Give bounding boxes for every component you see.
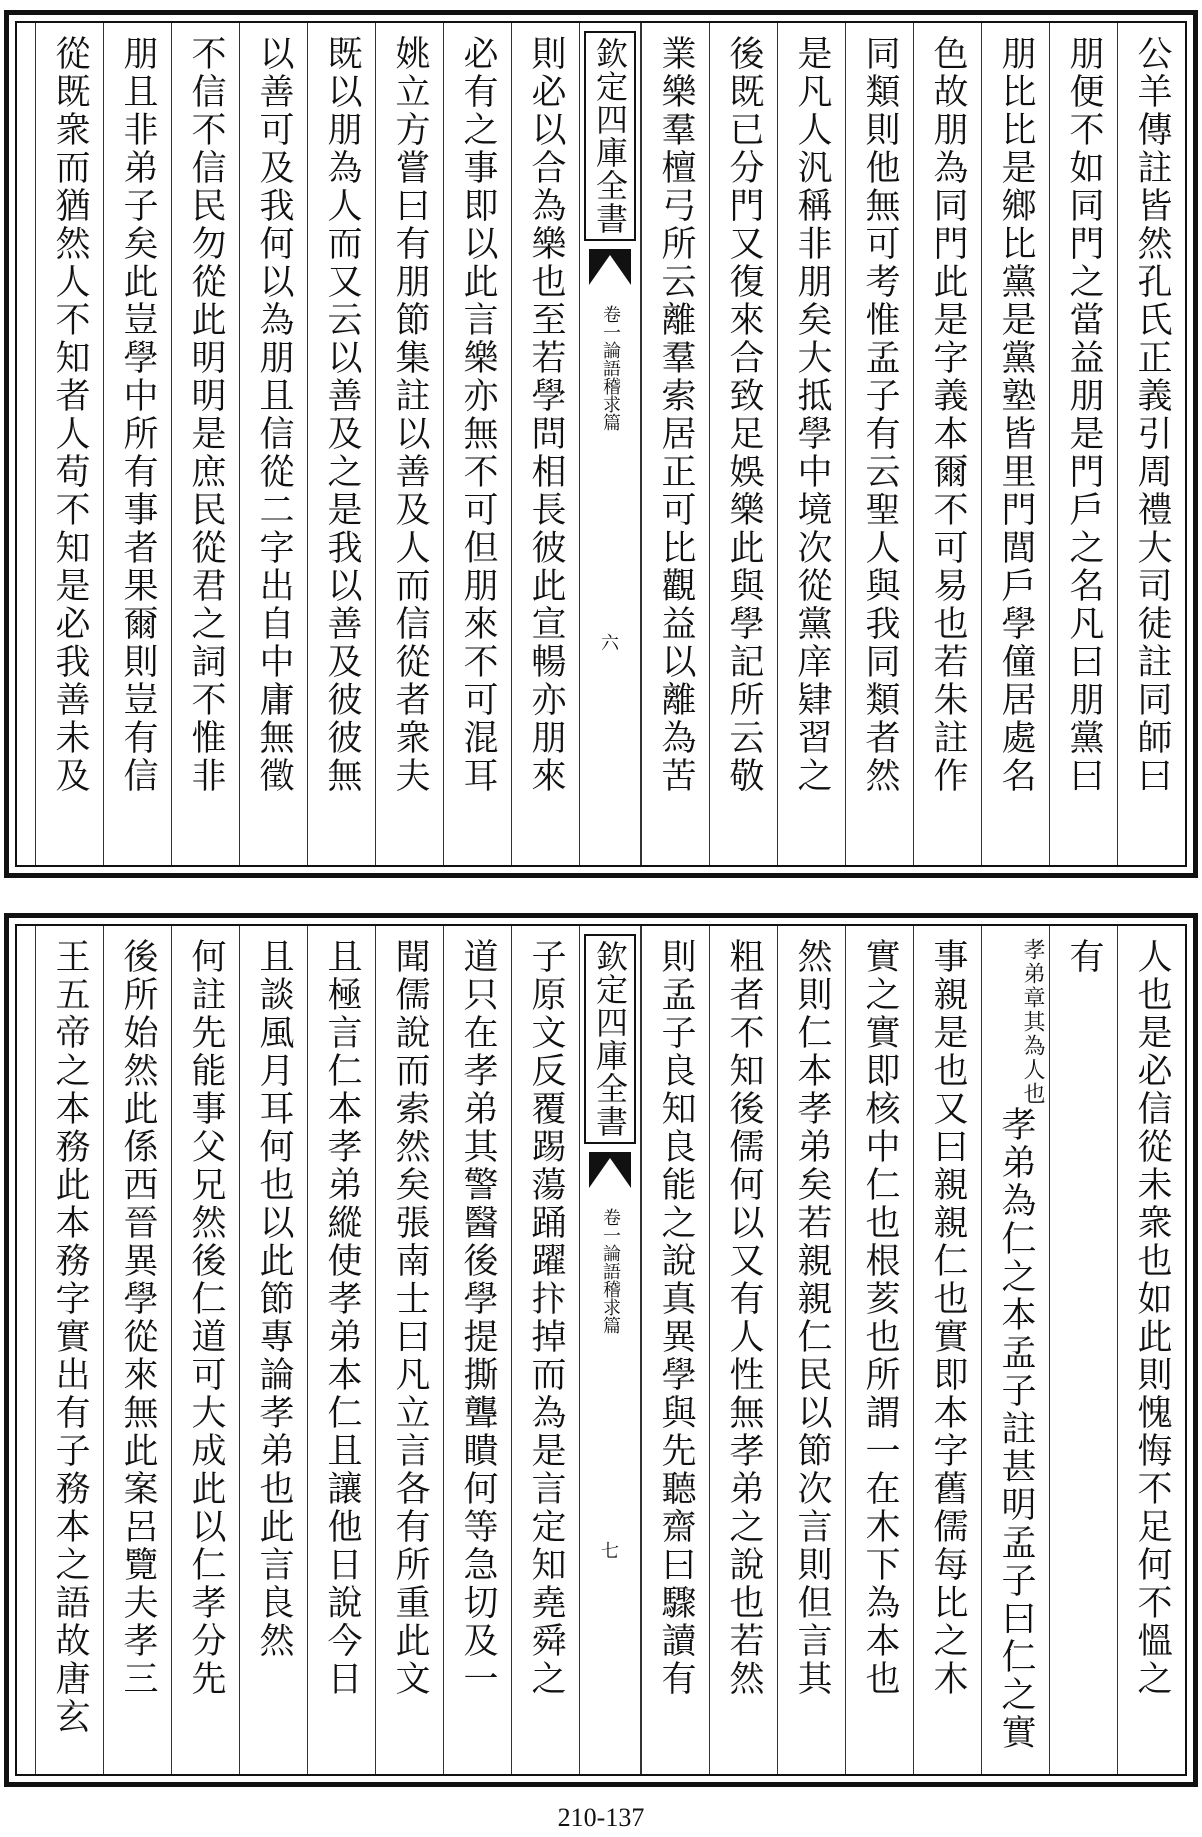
volume-number: 卷一 xyxy=(600,1208,621,1244)
text-column: 事親是也又曰親親仁也實即本字舊儒每比之木 xyxy=(913,926,981,1774)
text-column: 朋便不如同門之當益朋是門戶之名凡曰朋黨曰 xyxy=(1049,23,1117,865)
bottom-page-text-frame xyxy=(15,924,1187,1776)
text-column: 是凡人汎稱非朋矣大抵學中境次從黨庠肄習之 xyxy=(777,23,845,865)
text-column: 同類則他無可考惟孟子有云聖人與我同類者然 xyxy=(845,23,913,865)
book-title xyxy=(599,1208,621,1334)
text-column: 且談風月耳何也以此節專論孝弟也此言良然 xyxy=(239,926,307,1774)
chapter-heading-column xyxy=(981,926,1049,1774)
text-column: 子原文反覆踢蕩踊躍抃掉而為是言定知堯舜之 xyxy=(511,926,579,1774)
volume-number: 卷一 xyxy=(600,305,621,341)
text-column: 姚立方嘗曰有朋節集註以善及人而信從者衆夫 xyxy=(375,23,443,865)
text-column: 朋比比是鄉比黨是黨塾皆里門閭戶學僮居處名 xyxy=(981,23,1049,865)
text-column: 後既已分門又復來合致足娛樂此與學記所云敬 xyxy=(709,23,777,865)
text-column: 道只在孝弟其警醫後學提撕聾瞶何等急切及一 xyxy=(443,926,511,1774)
series-title: 欽定四庫全書 xyxy=(584,31,636,241)
page-number: 七 xyxy=(601,1540,619,1562)
text-column: 有 xyxy=(1049,926,1117,1774)
text-column: 孝弟為仁之本孟子註甚明孟子曰仁之實 xyxy=(996,1106,1036,1752)
text-column: 朋且非弟子矣此豈學中所有事者果爾則豈有信 xyxy=(103,23,171,865)
fish-tail-mark-icon xyxy=(587,1150,633,1190)
text-column: 王五帝之本務此本務字實出有子務本之語故唐玄 xyxy=(35,926,103,1774)
text-column: 且極言仁本孝弟縱使孝弟本仁且讓他日說今日 xyxy=(307,926,375,1774)
book-name: 論語稽求篇 xyxy=(600,1244,621,1334)
text-column: 則必以合為樂也至若學問相長彼此宣暢亦朋來 xyxy=(511,23,579,865)
text-column: 聞儒說而索然矣張南士曰凡立言各有所重此文 xyxy=(375,926,443,1774)
book-title xyxy=(599,305,621,431)
series-title: 欽定四庫全書 xyxy=(584,934,636,1144)
text-column: 業樂羣檀弓所云離羣索居正可比觀益以離為苦 xyxy=(641,23,709,865)
text-column: 後所始然此係西晉異學從來無此案呂覽夫孝三 xyxy=(103,926,171,1774)
book-name: 論語稽求篇 xyxy=(600,341,621,431)
scan-page-number: 210-137 xyxy=(557,1803,645,1832)
center-fold xyxy=(579,23,641,865)
text-column: 必有之事即以此言樂亦無不可但朋來不可混耳 xyxy=(443,23,511,865)
text-column: 色故朋為同門此是字義本爾不可易也若朱註作 xyxy=(913,23,981,865)
chapter-note xyxy=(982,938,1049,1106)
text-column: 公羊傳註皆然孔氏正義引周禮大司徒註同師曰 xyxy=(1117,23,1185,865)
top-page xyxy=(4,10,1198,878)
text-column: 粗者不知後儒何以又有人性無孝弟之說也若然 xyxy=(709,926,777,1774)
chapter-note-line: 其為人也 xyxy=(1020,1010,1045,1106)
text-column: 則孟子良知良能之說真異學與先聽齋曰驟讀有 xyxy=(641,926,709,1774)
text-column: 實之實即核中仁也根荄也所謂一在木下為本也 xyxy=(845,926,913,1774)
center-fold xyxy=(579,926,641,1774)
text-column: 既以朋為人而又云以善及之是我以善及彼彼無 xyxy=(307,23,375,865)
text-column: 何註先能事父兄然後仁道可大成此以仁孝分先 xyxy=(171,926,239,1774)
fish-tail-mark-icon xyxy=(587,247,633,287)
text-column: 然則仁本孝弟矣若親親仁民以節次言則但言其 xyxy=(777,926,845,1774)
page-number: 六 xyxy=(601,633,619,655)
text-column: 以善可及我何以為朋且信從二字出自中庸無徵 xyxy=(239,23,307,865)
top-page-text-frame xyxy=(15,21,1187,867)
text-column: 不信不信民勿從此明明是庶民從君之詞不惟非 xyxy=(171,23,239,865)
chapter-note-line: 孝弟章 xyxy=(1020,938,1045,1010)
text-column: 從既衆而猶然人不知者人苟不知是必我善未及 xyxy=(35,23,103,865)
text-column: 人也是必信從未衆也如此則愧悔不足何不慍之 xyxy=(1117,926,1185,1774)
bottom-page xyxy=(4,913,1198,1787)
